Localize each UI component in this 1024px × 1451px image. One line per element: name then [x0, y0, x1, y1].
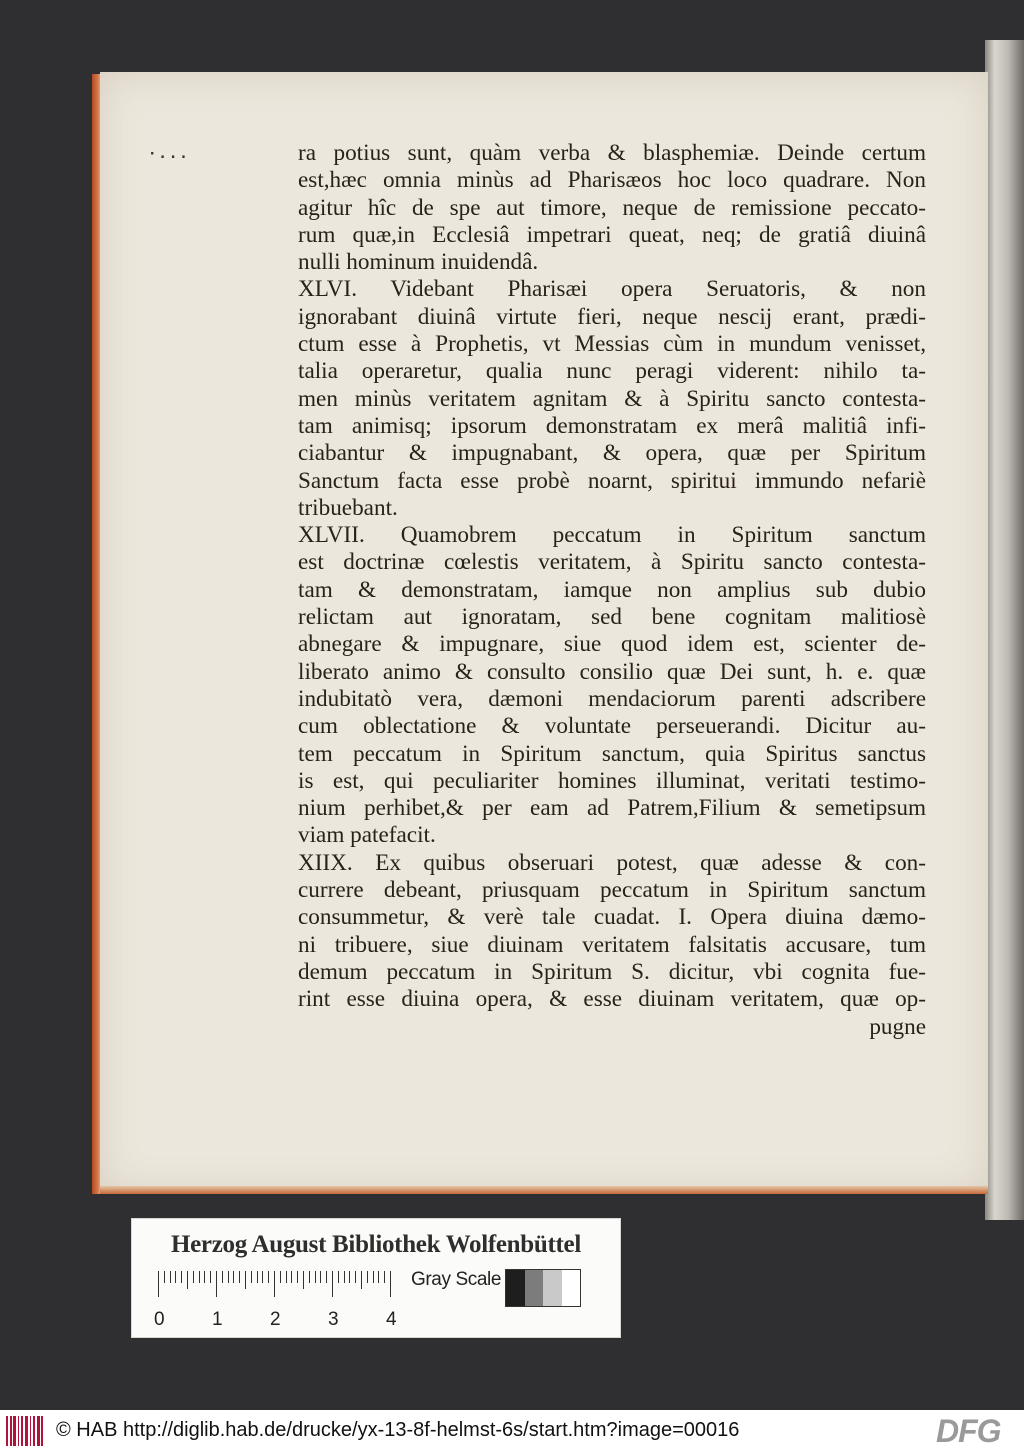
text-line: relictam aut ignoratam, sed bene cognitam malitiosè [298, 604, 926, 631]
ruler-tick [384, 1271, 385, 1283]
ruler-tick [280, 1271, 281, 1283]
text-line: is est, qui peculiariter homines illuminat, veritati testimo- [298, 767, 926, 794]
ruler-tick [326, 1271, 327, 1283]
ruler-tick [222, 1271, 223, 1283]
text-line: ra potius sunt, quàm verba & blasphemiæ. Deinde certum [298, 140, 926, 166]
marginal-note: ·... [148, 146, 190, 162]
library-title: Herzog August Bibliothek Wolfenbüttel [170, 1231, 581, 1258]
ruler-tick [355, 1271, 356, 1283]
text-line: tribuebant. [298, 494, 398, 521]
ruler-tick [338, 1271, 339, 1283]
ruler-tick [274, 1271, 275, 1297]
text-line: demum peccatum in Spiritum S. dicitur, vbi cognita fue- [298, 958, 926, 985]
ruler-tick [344, 1271, 345, 1283]
ruler-tick [164, 1271, 165, 1283]
barcode-bar [13, 1416, 16, 1446]
ruler-tick [367, 1271, 368, 1283]
gray-step [506, 1270, 525, 1306]
ruler-tick [193, 1271, 194, 1283]
footer-bar [0, 1410, 1024, 1451]
barcode-bar [33, 1416, 35, 1446]
ruler-numbers [148, 1309, 408, 1333]
page-bottom-edge [100, 1186, 988, 1194]
barcode-bar [6, 1416, 8, 1446]
dfg-logo: DFG [936, 1413, 1001, 1449]
ruler-tick [390, 1271, 391, 1297]
barcode-bar [25, 1416, 28, 1446]
text-line: tem peccatum in Spiritum sanctum, quia Spiritus sanctus [298, 740, 926, 767]
reference-card [131, 1218, 621, 1338]
ruler-tick [291, 1271, 292, 1283]
text-line: tam & demonstratam, iamque non amplius sub dubio [298, 576, 926, 603]
ruler-number: 1 [212, 1309, 223, 1330]
text-line: agitur hîc de spe aut timore, neque de remissione peccato- [298, 194, 926, 221]
ruler-tick [286, 1271, 287, 1283]
gray-scale-label: Gray Scale [411, 1269, 501, 1290]
text-line: currere debeant, priusquam peccatum in Spiritum sanctum [298, 877, 926, 904]
gray-scale-swatch [505, 1269, 581, 1307]
text-line: XLVII. Quamobrem peccatum in Spiritum sanctum [298, 522, 926, 549]
ruler-tick [216, 1271, 217, 1297]
ruler-number: 0 [154, 1309, 165, 1330]
ruler-tick [228, 1271, 229, 1283]
ruler-tick [303, 1271, 304, 1289]
text-line: est,hæc omnia minùs ad Pharisæos hoc loco quadrare. Non [298, 167, 926, 194]
gray-step [562, 1270, 581, 1306]
text-line: rum quæ,in Ecclesiâ impetrari queat, neq; de gratiâ diuinâ [298, 221, 926, 248]
adjacent-page-edge [985, 40, 1024, 1220]
gray-step [543, 1270, 562, 1306]
text-line: ciabantur & impugnabant, & opera, quæ per Spiritum [298, 440, 926, 467]
barcode-bar [41, 1416, 43, 1446]
text-line: indubitatò vera, dæmoni mendaciorum parenti adscribere [298, 685, 926, 712]
ruler-tick [373, 1271, 374, 1283]
gray-step [525, 1270, 544, 1306]
text-line: XLVI. Videbant Pharisæi opera Seruatoris, & non [298, 276, 926, 303]
text-line: men minùs veritatem agnitam & à Spiritu sancto contesta- [298, 385, 926, 412]
text-line: abnegare & impugnare, siue quod idem est, scienter de- [298, 631, 926, 658]
ruler-tick [315, 1271, 316, 1283]
catchword: pugne [869, 1013, 926, 1040]
ruler-tick [239, 1271, 240, 1283]
text-line: nulli hominum inuidendâ. [298, 249, 539, 276]
ruler-tick [349, 1271, 350, 1283]
ruler-tick [262, 1271, 263, 1283]
ruler-number: 4 [386, 1309, 397, 1330]
text-line: cum oblectatione & voluntate perseuerandi. Dicitur au- [298, 713, 926, 740]
ruler-number: 2 [270, 1309, 281, 1330]
text-line: ni tribuere, siue diuinam veritatem falsitatis accusare, tum [298, 931, 926, 958]
barcode-bar [18, 1416, 19, 1446]
ruler-tick [181, 1271, 182, 1283]
text-line: talia operaretur, qualia nunc peragi viderent: nihilo ta- [298, 358, 926, 385]
ruler-tick [251, 1271, 252, 1283]
hab-barcode-icon [6, 1416, 46, 1446]
ruler-tick [297, 1271, 298, 1283]
ruler-tick [268, 1271, 269, 1283]
barcode-bar [21, 1416, 23, 1446]
ruler-tick [361, 1271, 362, 1289]
barcode-bar [10, 1416, 12, 1446]
ruler-tick [233, 1271, 234, 1283]
ruler-tick [257, 1271, 258, 1283]
page-text [298, 140, 926, 1041]
measurement-ruler [158, 1271, 392, 1297]
text-line: rint esse diuina opera, & esse diuinam veritatem, quæ op- [298, 986, 926, 1013]
ruler-tick [210, 1271, 211, 1283]
ruler-tick [309, 1271, 310, 1283]
copyright-url[interactable]: © HAB http://diglib.hab.de/drucke/yx-13-8f-helmst-6s/start.htm?image=00016 [56, 1419, 740, 1441]
barcode-bar [37, 1416, 40, 1446]
ruler-tick [320, 1271, 321, 1283]
ruler-tick [175, 1271, 176, 1283]
ruler-tick [332, 1271, 333, 1297]
text-line: nium perhibet,& per eam ad Patrem,Filium & semetipsum [298, 795, 926, 822]
text-line: consummetur, & verè tale cuadat. I. Opera diuina dæmo- [298, 904, 926, 931]
ruler-tick [158, 1271, 159, 1297]
text-line: est doctrinæ cœlestis veritatem, à Spiritu sancto contesta- [298, 549, 926, 576]
text-line: Sanctum facta esse probè noarnt, spiritui immundo nefariè [298, 467, 926, 494]
ruler-tick [245, 1271, 246, 1289]
text-line: XIIX. Ex quibus obseruari potest, quæ adesse & con- [298, 849, 926, 876]
ruler-tick [378, 1271, 379, 1283]
ruler-tick [204, 1271, 205, 1283]
text-line: liberato animo & consulto consilio quæ Dei sunt, h. e. quæ [298, 658, 926, 685]
ruler-tick [199, 1271, 200, 1283]
text-line: viam patefacit. [298, 822, 436, 849]
ruler-number: 3 [328, 1309, 339, 1330]
ruler-tick [170, 1271, 171, 1283]
text-line: tam animisq; ipsorum demonstratam ex merâ malitiâ infi- [298, 412, 926, 439]
barcode-bar [30, 1416, 31, 1446]
ruler-tick [187, 1271, 188, 1289]
text-line: ctum esse à Prophetis, vt Messias cùm in mundum venisset, [298, 331, 926, 358]
text-line: ignorabant diuinâ virtute fieri, neque nescij erant, prædi- [298, 303, 926, 330]
